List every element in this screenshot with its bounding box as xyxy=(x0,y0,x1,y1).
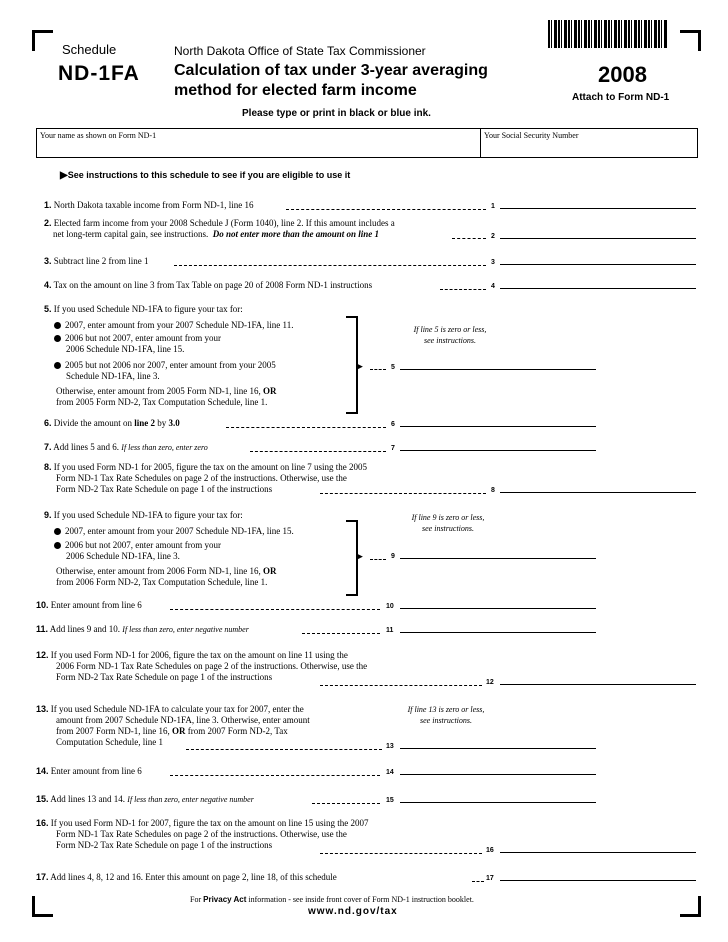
box-number-1: 1 xyxy=(491,203,495,210)
line-5-note: If line 5 is zero or less, see instructions. xyxy=(413,325,487,345)
corner-mark-top-right xyxy=(680,30,701,51)
leader-line-15 xyxy=(312,803,380,804)
line-16-amount[interactable] xyxy=(500,852,696,853)
line-12-label: 12. If you used Form ND-1 for 2006, figure the tax on the amount on line 11 using the 2006 Form ND-1 Tax Rate Schedules on page 2 of the instructions. Otherwise, use the Form ND-2 Tax Rate Schedule on page 1 of the instructions xyxy=(36,650,368,682)
barcode xyxy=(548,20,668,48)
box-number-10: 10 xyxy=(386,603,394,610)
line-9-note: If line 9 is zero or less, see instructions. xyxy=(411,513,485,533)
box-number-12: 12 xyxy=(486,679,494,686)
form-title-line2: method for elected farm income xyxy=(174,82,417,99)
tax-year: 2008 xyxy=(598,62,647,87)
line-15-label: 15. Add lines 13 and 14. If less than zero, enter negative number xyxy=(36,794,254,804)
line-2-label: 2. Elected farm income from your 2008 Schedule J (Form 1040), line 2. If this amount includes a net long-term capital gain, see instructions. Do not enter more than the amount on line 1 xyxy=(44,218,395,239)
line-7-label: 7. Add lines 5 and 6. If less than zero, enter zero xyxy=(44,442,208,452)
box-number-6: 6 xyxy=(391,421,395,428)
bullet-icon xyxy=(54,542,61,549)
line-15-amount[interactable] xyxy=(400,802,596,803)
box-number-13: 13 xyxy=(386,743,394,750)
line-5-label: 5. If you used Schedule ND-1FA to figure your tax for: xyxy=(44,304,243,314)
line-3-label: 3. Subtract line 2 from line 1 xyxy=(44,256,149,266)
box-number-15: 15 xyxy=(386,797,394,804)
arrow-right-icon: ▶ xyxy=(60,170,68,181)
box-number-2: 2 xyxy=(491,233,495,240)
line-9-option-2006: 2006 but not 2007, enter amount from your 2006 Schedule ND-1FA, line 3. xyxy=(54,540,221,562)
form-id: ND-1FA xyxy=(58,62,140,85)
line-10-amount[interactable] xyxy=(400,608,596,609)
box-number-7: 7 xyxy=(391,445,395,452)
line-14-label: 14. Enter amount from line 6 xyxy=(36,766,142,776)
leader-line-4 xyxy=(440,289,486,290)
line-2-amount[interactable] xyxy=(500,238,696,239)
bullet-icon xyxy=(54,322,61,329)
leader-line-14 xyxy=(170,775,380,776)
line-6-label: 6. Divide the amount on line 2 by 3.0 xyxy=(44,418,180,428)
line-13-amount[interactable] xyxy=(400,748,596,749)
website-url: www.nd.gov/tax xyxy=(308,906,398,917)
line-5-option-2005: 2005 but not 2006 nor 2007, enter amount from your 2005 Schedule ND-1FA, line 3. xyxy=(54,360,276,382)
line-17-amount[interactable] xyxy=(500,880,696,881)
box-number-11: 11 xyxy=(386,627,394,634)
line-11-label: 11. Add lines 9 and 10. If less than zero, enter negative number xyxy=(36,624,249,634)
line-4-label: 4. Tax on the amount on line 3 from Tax Table on page 20 of 2008 Form ND-1 instructions xyxy=(44,280,373,290)
box-number-17: 17 xyxy=(486,875,494,882)
leader-line-11 xyxy=(302,633,380,634)
line-4-amount[interactable] xyxy=(500,288,696,289)
arrow-right-icon: ▶ xyxy=(356,361,363,371)
line-13-label: 13. If you used Schedule ND-1FA to calculate your tax for 2007, enter the amount from 2007 Schedule ND-1FA, line 3. Otherwise, enter amount from 2007 Form ND-1, line 16, OR from 2007 Form ND-2, Tax Computation Schedule, line 1 xyxy=(36,704,310,747)
line-9-label: 9. If you used Schedule ND-1FA to figure your tax for: xyxy=(44,510,243,520)
leader-line-8 xyxy=(320,493,486,494)
line-5-otherwise: Otherwise, enter amount from 2005 Form ND-1, line 16, OR from 2005 Form ND-2, Tax Computation Schedule, line 1. xyxy=(56,386,277,407)
line-13-note: If line 13 is zero or less, see instructions. xyxy=(407,705,485,725)
bullet-icon xyxy=(54,362,61,369)
line-3-amount[interactable] xyxy=(500,264,696,265)
arrow-right-icon: ▶ xyxy=(356,551,363,561)
ssn-field[interactable] xyxy=(481,129,695,157)
bullet-icon xyxy=(54,335,61,342)
box-number-4: 4 xyxy=(491,283,495,290)
leader-line-13 xyxy=(186,749,382,750)
corner-mark-top-left xyxy=(32,30,53,51)
print-note: Please type or print in black or blue ink. xyxy=(242,108,431,119)
leader-line-12 xyxy=(320,685,482,686)
line-5-amount[interactable] xyxy=(400,369,596,370)
corner-mark-bottom-right xyxy=(680,896,701,917)
agency-name: North Dakota Office of State Tax Commissioner xyxy=(174,44,426,58)
box-number-8: 8 xyxy=(491,487,495,494)
line-10-label: 10. Enter amount from line 6 xyxy=(36,600,142,610)
box-number-5: 5 xyxy=(391,364,395,371)
line-5-option-2006: 2006 but not 2007, enter amount from your 2006 Schedule ND-1FA, line 15. xyxy=(54,333,221,355)
leader-line-5 xyxy=(370,369,386,370)
line-1-label: 1. North Dakota taxable income from Form ND-1, line 16 xyxy=(44,200,254,210)
name-field-label: Your name as shown on Form ND-1 xyxy=(40,131,157,140)
schedule-label: Schedule xyxy=(62,42,117,57)
corner-mark-bottom-left xyxy=(32,896,53,917)
leader-line-16 xyxy=(320,853,482,854)
ssn-field-label: Your Social Security Number xyxy=(484,131,579,140)
eligibility-note xyxy=(60,170,350,181)
line-5-option-2007: 2007, enter amount from your 2007 Schedule ND-1FA, line 11. xyxy=(54,320,293,331)
leader-line-17 xyxy=(472,881,484,882)
box-number-9: 9 xyxy=(391,553,395,560)
line-9-option-2007: 2007, enter amount from your 2007 Schedule ND-1FA, line 15. xyxy=(54,526,294,537)
bullet-icon xyxy=(54,528,61,535)
line-6-amount[interactable] xyxy=(400,426,596,427)
line-9-otherwise: Otherwise, enter amount from 2006 Form ND-1, line 16, OR from 2006 Form ND-2, Tax Computation Schedule, line 1. xyxy=(56,566,277,587)
box-number-3: 3 xyxy=(491,259,495,266)
line-7-amount[interactable] xyxy=(400,450,596,451)
leader-line-9 xyxy=(370,559,386,560)
line-17-label: 17. Add lines 4, 8, 12 and 16. Enter this amount on page 2, line 18, of this schedule xyxy=(36,872,337,882)
line-12-amount[interactable] xyxy=(500,684,696,685)
privacy-act-note: For Privacy Act information - see inside front cover of Form ND-1 instruction booklet. xyxy=(190,895,474,904)
leader-line-10 xyxy=(170,609,380,610)
box-number-16: 16 xyxy=(486,847,494,854)
line-11-amount[interactable] xyxy=(400,632,596,633)
line-8-label: 8. If you used Form ND-1 for 2005, figure the tax on the amount on line 7 using the 2005 Form ND-1 Tax Rate Schedules on page 2 of the instructions. Otherwise, use the Form ND-2 Tax Rate Schedule on page 1 of the instructions xyxy=(44,462,367,494)
attach-note: Attach to Form ND-1 xyxy=(572,92,670,103)
line-1-amount[interactable] xyxy=(500,208,696,209)
line-14-amount[interactable] xyxy=(400,774,596,775)
eligibility-note-text: See instructions to this schedule to see if you are eligible to use it xyxy=(67,170,351,180)
leader-line-1 xyxy=(286,209,486,210)
line-8-amount[interactable] xyxy=(500,492,696,493)
leader-line-2 xyxy=(452,238,486,239)
leader-line-6 xyxy=(226,427,386,428)
form-title-line1: Calculation of tax under 3-year averaging xyxy=(174,62,488,79)
leader-line-7 xyxy=(250,451,386,452)
name-field[interactable] xyxy=(37,129,481,157)
line-9-amount[interactable] xyxy=(400,558,596,559)
line-16-label: 16. If you used Form ND-1 for 2007, figure the tax on the amount on line 15 using the 2007 Form ND-1 Tax Rate Schedules on page 2 of the instructions. Otherwise, use the Form ND-2 Tax Rate Schedule on page 1 of the instructions xyxy=(36,818,369,850)
leader-line-3 xyxy=(174,265,486,266)
box-number-14: 14 xyxy=(386,769,394,776)
